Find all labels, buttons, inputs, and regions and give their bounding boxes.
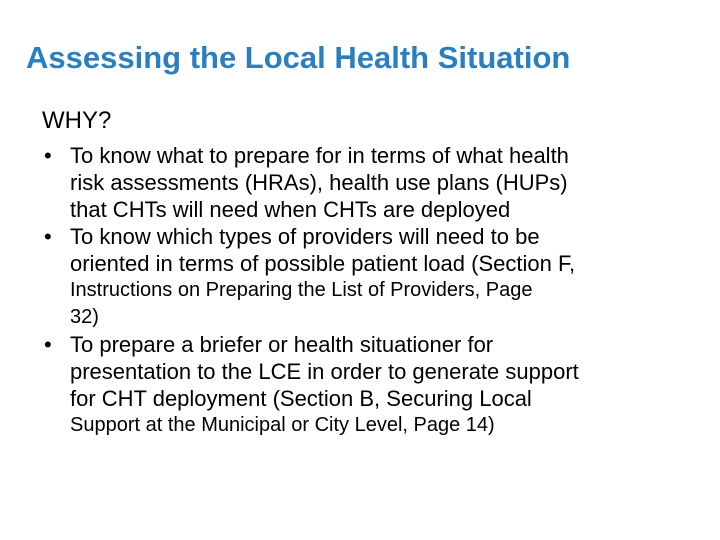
bullet-item <box>42 142 702 223</box>
bullet-line: To prepare a briefer or health situationer for <box>70 332 494 357</box>
bullet-line: Instructions on Preparing the List of Providers, Page <box>70 279 533 301</box>
slide-content <box>42 106 702 439</box>
bullet-line: To know which types of providers will need to be <box>70 224 540 249</box>
bullet-item <box>42 223 702 331</box>
bullet-line: that CHTs will need when CHTs are deployed <box>70 197 511 222</box>
bullet-line: for CHT deployment (Section B, Securing Local <box>70 386 532 411</box>
bullet-line: risk assessments (HRAs), health use plans (HUPs) <box>70 170 568 195</box>
bullet-icon: • <box>44 143 52 168</box>
bullet-line: oriented in terms of possible patient load (Section F, <box>70 251 576 276</box>
bullet-list <box>42 142 702 439</box>
slide-title: Assessing the Local Health Situation <box>26 40 571 75</box>
bullet-line: 32) <box>70 306 99 328</box>
bullet-line: Support at the Municipal or City Level, Page 14) <box>70 414 495 436</box>
bullet-line: To know what to prepare for in terms of what health <box>70 143 569 168</box>
bullet-icon: • <box>44 224 52 249</box>
subheading: WHY? <box>42 107 112 134</box>
bullet-icon: • <box>44 332 52 357</box>
bullet-item <box>42 331 702 439</box>
bullet-line: presentation to the LCE in order to generate support <box>70 359 579 384</box>
